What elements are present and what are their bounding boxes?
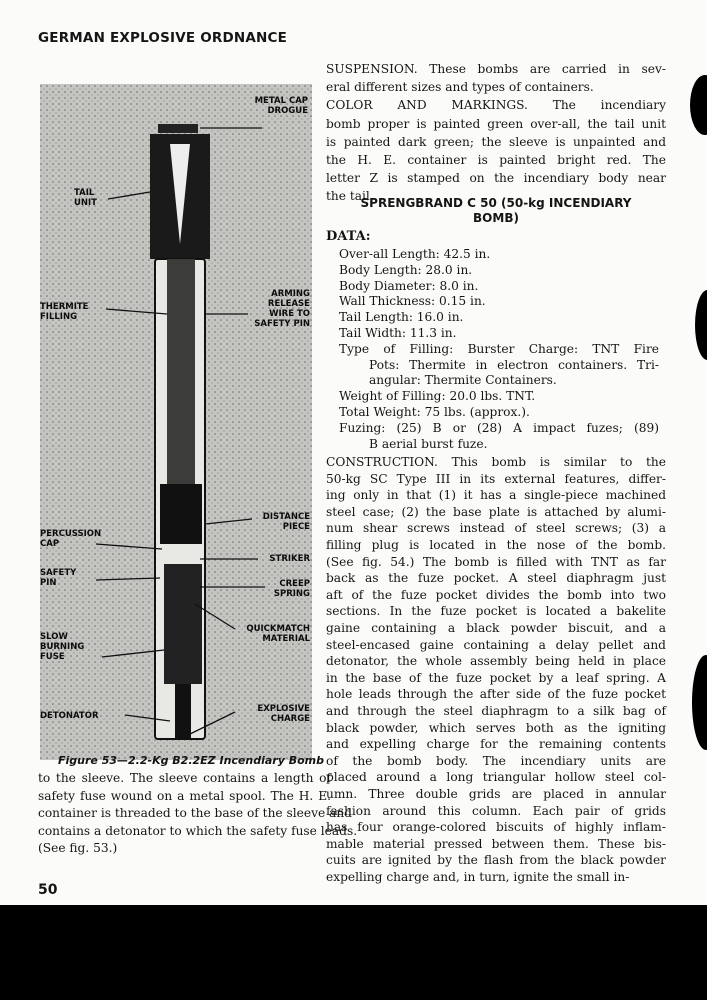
label-percussion-cap: PERCUSSION CAP [40, 529, 102, 549]
scan-artifact [695, 290, 707, 360]
text-line: filling plug is located in the nose of the bomb. [326, 538, 666, 552]
scan-artifact [692, 655, 707, 750]
text-line: container is threaded to the base of the sleeve and [38, 806, 352, 820]
text-line: SUSPENSION. These bombs are carried in sev- [326, 62, 666, 76]
text-line: of the bomb body. The incendiary units are [326, 753, 666, 768]
scan-bottom-border [0, 905, 707, 1000]
text-line: CONSTRUCTION. This bomb is similar to the [326, 455, 666, 469]
label-explosive-charge: EXPLOSIVE CHARGE [257, 704, 310, 724]
text-line: aft of the fuze pocket divides the bomb into two [326, 587, 666, 602]
text-line: detonator, the whole assembly being held in place [326, 654, 666, 669]
text-line: to the sleeve. The sleeve contains a length of [38, 771, 331, 785]
text-line: bomb proper is painted green over-all, the tail unit [326, 116, 666, 131]
label-striker: STRIKER [269, 554, 310, 564]
label-safety-pin: SAFETY PIN [40, 568, 77, 588]
label-thermite-filling: THERMITE FILLING [40, 302, 89, 322]
text-line: Type of Filling: Burster Charge: TNT Fire [339, 341, 659, 356]
text-line: angular: Thermite Containers. [369, 373, 557, 388]
section-title [326, 196, 666, 226]
text-line: fashion around this column. Each pair of grids [326, 803, 666, 818]
text-line: safety fuse wound on a metal spool. The H. E. [38, 788, 331, 803]
text-line: 50-kg SC Type III in its external features, differ- [326, 471, 666, 486]
figure-caption: Figure 53—2.2-Kg B2.2EZ Incendiary Bomb [58, 754, 324, 767]
text-line: and expelling charge for the remaining contents [326, 737, 666, 752]
text-line: contains a detonator to which the safety fuse leads. [38, 823, 358, 838]
scan-artifact [690, 75, 707, 135]
text-line: expelling charge and, in turn, ignite the small in- [326, 870, 630, 884]
text-line: Wall Thickness: 0.15 in. [339, 294, 486, 309]
text-line: Total Weight: 75 lbs. (approx.). [339, 405, 530, 419]
text-line: Pots: Thermite in electron containers. Tri- [369, 357, 659, 372]
label-tail-unit: TAIL UNIT [74, 188, 97, 208]
text-line: steel case; (2) the base plate is attached by alumi- [326, 504, 666, 519]
text-line: umn. Three double grids are placed in annular [326, 787, 666, 801]
text-line: COLOR AND MARKINGS. The incendiary [326, 98, 666, 113]
label-creep-spring: CREEP SPRING [273, 579, 310, 599]
label-quickmatch-material: QUICKMATCH MATERIAL [246, 624, 310, 644]
text-line: Tail Length: 16.0 in. [339, 310, 464, 325]
text-line: eral different sizes and types of containers. [326, 80, 594, 95]
text-line: steel-encased gaine containing a delay pellet and [326, 637, 666, 652]
text-line: Fuzing: (25) B or (28) A impact fuzes; (89) [339, 420, 659, 435]
text-line: Tail Width: 11.3 in. [339, 326, 457, 340]
section-title-line: SPRENGBRAND C 50 (50-kg INCENDIARY [360, 196, 632, 210]
text-line: in the base of the fuze pocket by a leaf spring. A [326, 670, 666, 685]
text-line: Weight of Filling: 20.0 lbs. TNT. [339, 389, 536, 404]
text-line: num shear screws instead of steel screws; (3) a [326, 521, 666, 536]
text-line: Body Diameter: 8.0 in. [339, 278, 479, 293]
text-line: (See fig. 54.) The bomb is filled with TNT as far [326, 554, 666, 569]
text-line: and through the steel diaphragm to a silk bag of [326, 704, 666, 718]
text-line: hole leads through the after side of the fuze pocket [326, 687, 666, 702]
text-line: sections. In the fuze pocket is located a bakelite [326, 604, 666, 619]
text-line: black powder, which serves both as the igniting [326, 720, 666, 735]
label-arming-release-wire: ARMING RELEASE WIRE TO SAFETY PIN [254, 289, 310, 329]
label-metal-cap-drogue: METAL CAP DROGUE [254, 96, 308, 116]
text-line: B aerial burst fuze. [369, 436, 488, 451]
section-title-line: BOMB) [473, 211, 519, 225]
text-line: Over-all Length: 42.5 in. [339, 247, 491, 261]
text-line: Body Length: 28.0 in. [339, 262, 473, 277]
text-line: the tail. [326, 189, 374, 204]
text-line: letter Z is stamped on the incendiary body near [326, 171, 666, 186]
text-line: the H. E. container is painted bright red. The [326, 153, 666, 167]
text-line: back as the fuze pocket. A steel diaphragm just [326, 571, 666, 586]
label-distance-piece: DISTANCE PIECE [262, 512, 310, 532]
bomb-cutaway-figure [40, 84, 312, 760]
label-detonator: DETONATOR [40, 711, 99, 721]
text-line: placed around a long triangular hollow steel col- [326, 770, 666, 785]
text-line: cuits are ignited by the flash from the black powder [326, 853, 666, 868]
text-line: ing only in that (1) it has a single-piece machined [326, 488, 666, 503]
data-heading: DATA: [326, 229, 371, 244]
text-line: mable material pressed between them. These bis- [326, 836, 666, 851]
running-title: GERMAN EXPLOSIVE ORDNANCE [38, 30, 288, 46]
label-slow-burning-fuse: SLOW BURNING FUSE [40, 632, 85, 662]
text-line: gaine containing a black powder biscuit, and a [326, 621, 666, 635]
text-line: (See fig. 53.) [38, 841, 118, 855]
text-line: has four orange-colored biscuits of highly inflam- [326, 820, 666, 835]
page-number: 50 [38, 882, 58, 898]
text-line: is painted dark green; the sleeve is unpainted and [326, 134, 666, 149]
